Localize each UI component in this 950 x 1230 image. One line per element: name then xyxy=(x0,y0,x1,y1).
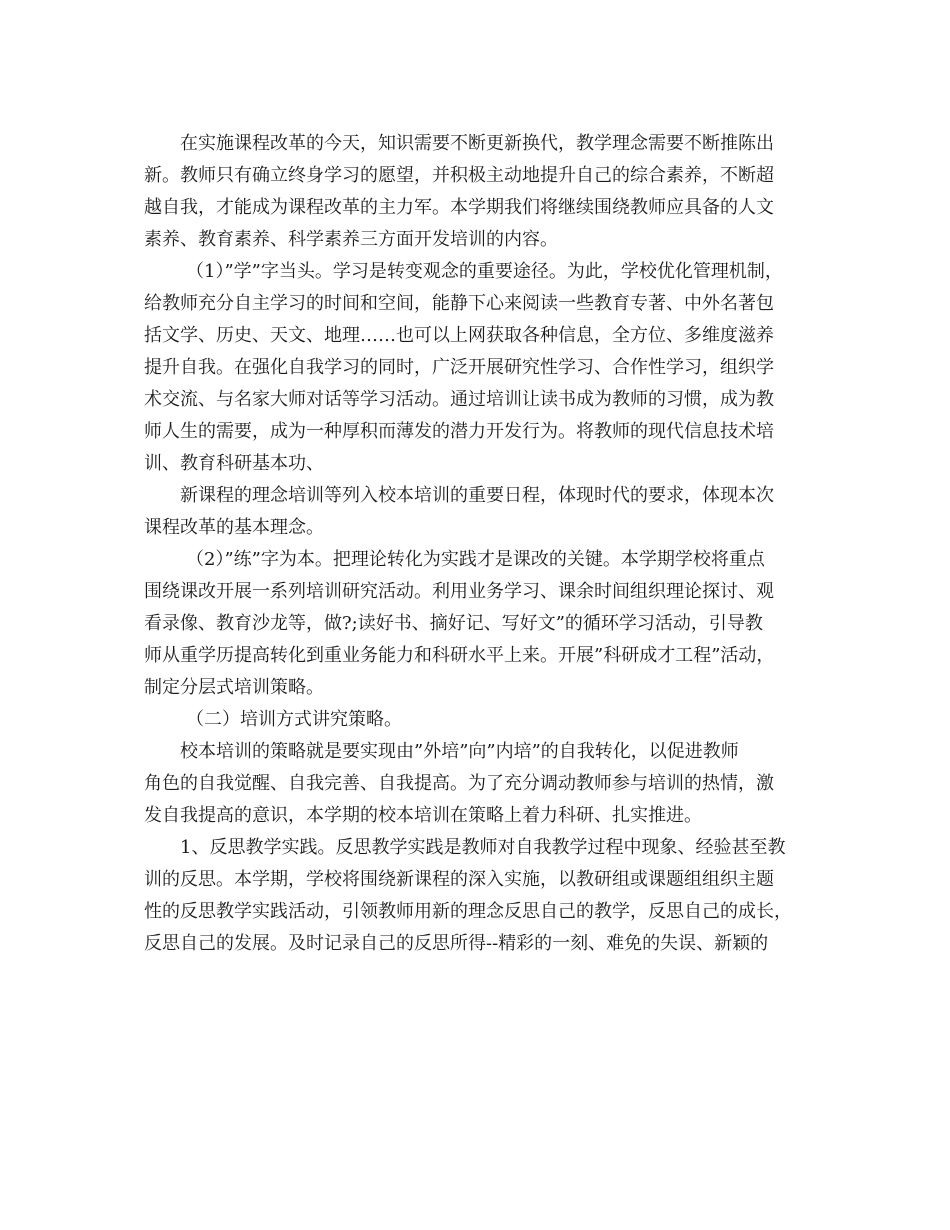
text-line: 性的反思教学实践活动，引领教师用新的理念反思自己的教学，反思自己的成长， xyxy=(144,901,792,922)
text-line: 师人生的需要，成为一种厚积而薄发的潜力开发行为。将教师的现代信息技术培 xyxy=(144,421,774,442)
text-line: 新。教师只有确立终身学习的愿望，并积极主动地提升自己的综合素养，不断超 xyxy=(144,165,774,186)
text-line: 括文学、历史、天文、地理……也可以上网获取各种信息，全方位、多维度滋养 xyxy=(144,325,774,346)
text-line: 看录像、教育沙龙等，做?;读好书、摘好记、写好文”的循环学习活动，引导教 xyxy=(144,613,763,634)
text-line: 训、教育科研基本功、 xyxy=(144,453,324,474)
text-line: 校本培训的策略就是要实现由”外培”向”内培”的自我转化，以促进教师 xyxy=(180,741,739,762)
text-line: 术交流、与名家大师对话等学习活动。通过培训让读书成为教师的习惯，成为教 xyxy=(144,389,774,410)
body-text xyxy=(144,128,816,960)
text-line: 角色的自我觉醒、自我完善、自我提高。为了充分调动教师参与培训的热情，激 xyxy=(144,773,774,794)
text-line: 在实施课程改革的今天，知识需要不断更新换代，教学理念需要不断推陈出 xyxy=(180,133,774,154)
text-line: （二）培训方式讲究策略。 xyxy=(186,709,402,730)
text-line: （2）”练”字为本。把理论转化为实践才是课改的关键。本学期学校将重点 xyxy=(186,549,765,570)
text-line: 制定分层式培训策略。 xyxy=(144,677,324,698)
text-line: 师从重学历提高转化到重业务能力和科研水平上来。开展”科研成才工程”活动， xyxy=(144,645,775,666)
text-line: 课程改革的基本理念。 xyxy=(144,517,324,538)
text-line: 给教师充分自主学习的时间和空间，能静下心来阅读一些教育专著、中外名著包 xyxy=(144,293,774,314)
text-line: 发自我提高的意识，本学期的校本培训在策略上着力科研、扎实推进。 xyxy=(144,805,702,826)
text-line: 反思自己的发展。及时记录自己的反思所得--精彩的一刻、难免的失误、新颖的 xyxy=(144,933,769,954)
text-line: 素养、教育素养、科学素养三方面开发培训的内容。 xyxy=(144,229,558,250)
text-line: 1、反思教学实践。反思教学实践是教师对自我教学过程中现象、经验甚至教 xyxy=(180,837,786,858)
text-line: 新课程的理念培训等列入校本培训的重要日程，体现时代的要求，体现本次 xyxy=(180,485,774,506)
text-line: （1）”学”字当头。学习是转变观念的重要途径。为此，学校优化管理机制， xyxy=(186,261,783,282)
text-line: 训的反思。本学期，学校将围绕新课程的深入实施，以教研组或课题组组织主题 xyxy=(144,869,774,890)
text-line: 围绕课改开展一系列培训研究活动。利用业务学习、课余时间组织理论探讨、观 xyxy=(144,581,774,602)
text-line: 提升自我。在强化自我学习的同时，广泛开展研究性学习、合作性学习，组织学 xyxy=(144,357,774,378)
text-line: 越自我，才能成为课程改革的主力军。本学期我们将继续围绕教师应具备的人文 xyxy=(144,197,774,218)
